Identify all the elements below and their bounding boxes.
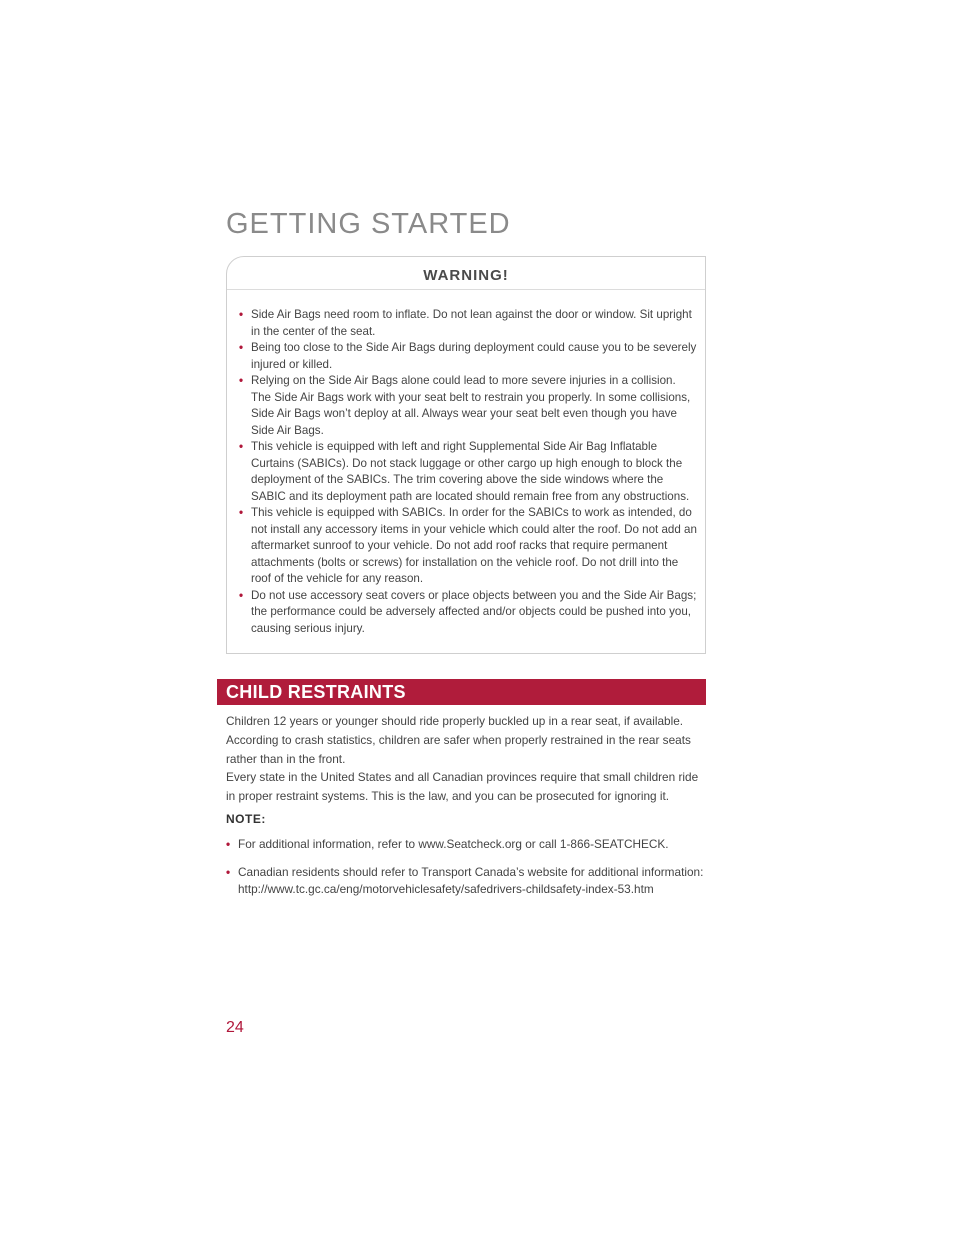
bullet-icon: • <box>239 341 244 354</box>
bullet-icon: • <box>239 308 244 321</box>
section-title: GETTING STARTED <box>226 208 511 240</box>
bullet-icon: • <box>239 588 244 602</box>
bullet-icon: • <box>239 440 244 453</box>
bullet-icon: • <box>226 837 231 851</box>
body-paragraph: Every state in the United States and all Canadian provinces require that small children ride in proper restraint systems. This is the law, and you can be prosecuted for ignoring it. <box>226 770 699 803</box>
warning-item <box>239 307 697 340</box>
note-item-text: Canadian residents should refer to Transport Canada’s website for additional information: http://www.tc.gc.ca/eng/motorvehiclesafety/safedrivers-childsafety-index-53.htm <box>238 865 704 896</box>
bullet-icon: • <box>239 374 244 387</box>
body-paragraph: Children 12 years or younger should ride properly buckled up in a rear seat, if available. According to crash statistics, children are safer when properly restrained in the rear seats rather than in the front. <box>226 714 691 766</box>
warning-item <box>239 340 697 373</box>
warning-item-text: This vehicle is equipped with left and right Supplemental Side Air Bag Inflatable Curtains (SABICs). Do not stack luggage or other cargo up high enough to block the deployment of the SABICs. The trim covering above the side windows where the SABIC and its deployment path are located should remain free from any obstructions. <box>251 440 690 503</box>
warning-item <box>239 439 697 505</box>
warning-item-text: Being too close to the Side Air Bags during deployment could cause you to be severely injured or killed. <box>251 341 697 371</box>
warning-item-text: Do not use accessory seat covers or place objects between you and the Side Air Bags; the performance could be adversely affected and/or objects could be pushed into you, causing serious injury. <box>251 588 697 635</box>
warning-item-text: Side Air Bags need room to inflate. Do not lean against the door or window. Sit upright in the center of the seat. <box>251 308 692 338</box>
note-item-text: For additional information, refer to www.Seatcheck.org or call 1-866-SEATCHECK. <box>238 837 669 851</box>
page-number: 24 <box>226 1019 244 1036</box>
bullet-icon: • <box>239 506 244 519</box>
warning-item-text: Relying on the Side Air Bags alone could lead to more severe injuries in a collision. The Side Air Bags work with your seat belt to restrain you properly. In some collisions, Side Air Bags won’t deploy at all. Always wear your seat belt even though you have Side Air Bags. <box>251 374 691 437</box>
warning-divider <box>227 289 705 290</box>
warning-item-text: This vehicle is equipped with SABICs. In order for the SABICs to work as intended, do not install any accessory items in your vehicle which could alter the roof. Do not add an aftermarket sunroof to your vehicle. Do not add roof racks that require permanent attachments (bolts or screws) for installation on the vehicle roof. Do not drill into the roof of the vehicle for any reason. <box>251 506 697 585</box>
warning-box <box>226 256 706 654</box>
warning-list <box>239 307 697 637</box>
child-restraints-heading: CHILD RESTRAINTS <box>217 679 706 705</box>
warning-title: WARNING! <box>423 267 509 284</box>
warning-item <box>239 373 697 439</box>
note-list <box>226 836 708 909</box>
bullet-icon: • <box>226 865 231 879</box>
warning-item <box>239 505 697 588</box>
note-label: NOTE: <box>226 812 266 826</box>
note-item <box>226 836 708 853</box>
warning-item <box>239 588 697 638</box>
note-item <box>226 864 708 898</box>
